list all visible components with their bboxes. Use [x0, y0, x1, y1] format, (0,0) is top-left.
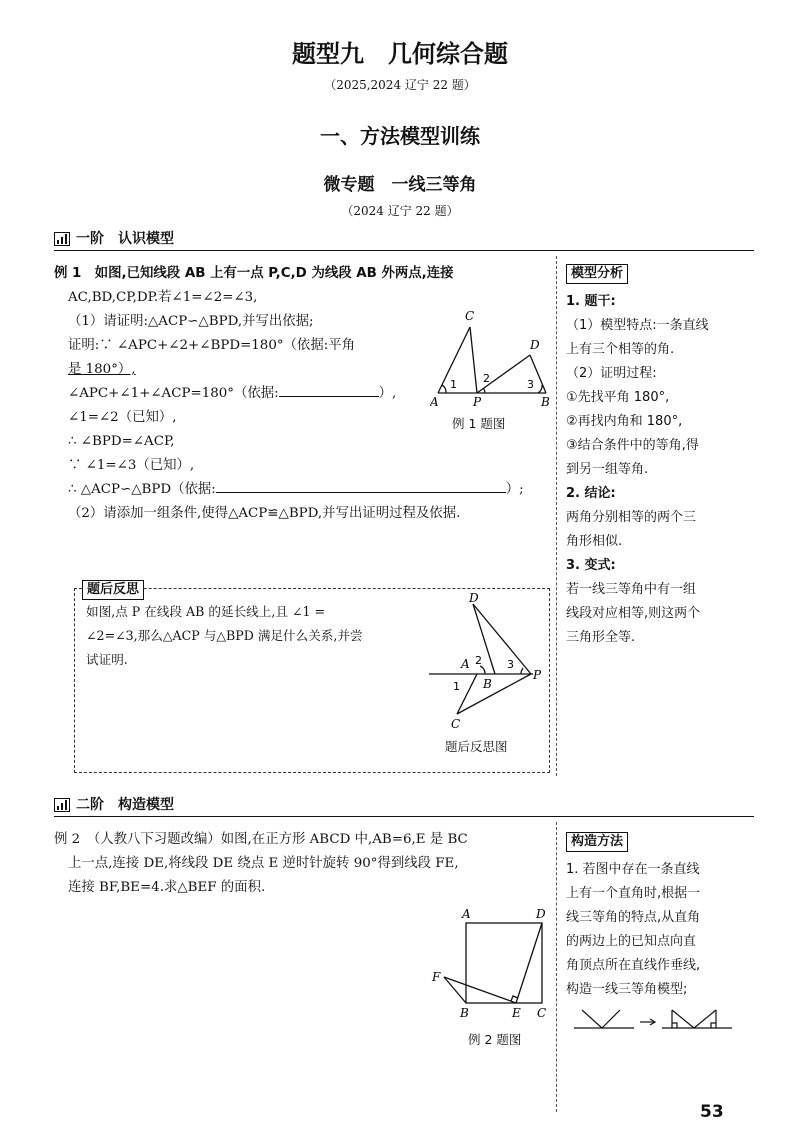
method-line-5: 角顶点所在直线作垂线, [566, 958, 701, 973]
label-B: B [483, 677, 492, 691]
reflection-line-3: 试证明. [86, 652, 128, 667]
analysis-line-8: 到另一组等角. [566, 462, 649, 477]
construct-method-tag-label: 构造方法 [566, 832, 628, 852]
right-arm-1 [672, 1010, 694, 1028]
micro-topic-source: （2024 辽宁 22 题） [341, 204, 459, 218]
reflection-line-1: 如图,点 P 在线段 AB 的延长线上,且 ∠1 = [86, 604, 326, 619]
label-angle-2: 2 [475, 654, 482, 667]
segment-DE [516, 923, 542, 1003]
analysis-line-6: ②再找内角和 180°, [566, 414, 683, 429]
label-D: D [536, 907, 546, 921]
label-angle-3: 3 [527, 378, 534, 391]
model-analysis-tag [566, 262, 628, 284]
analysis-line-9: 2. 结论: [566, 486, 616, 501]
stage2-header [54, 794, 754, 816]
label-C: C [465, 309, 475, 323]
square-ABCD [466, 923, 542, 1003]
ex1-line-6-end: ）, [378, 386, 397, 401]
reflection-figure [425, 592, 550, 737]
column-divider [556, 256, 557, 776]
stage1-label: 一阶 认识模型 [76, 231, 174, 247]
left-arm-2 [602, 1010, 620, 1028]
analysis-line-15: 三角形全等. [566, 630, 636, 645]
label-D: D [469, 592, 479, 605]
angle-3-arc [538, 385, 542, 393]
analysis-line-1: 1. 题干: [566, 294, 616, 309]
construct-diagram [572, 1004, 737, 1038]
reflection-line-2: ∠2=∠3,那么△ACP 与△BPD 满足什么关系,并尝 [86, 628, 363, 643]
ex1-line-10-text: ∴ △ACP∽△BPD（依据: [68, 482, 216, 497]
ex1-line-11: （2）请添加一组条件,使得△ACP≌△BPD,并写出证明过程及依据. [68, 506, 461, 521]
label-angle-2: 2 [483, 372, 490, 385]
bar-chart-icon [54, 798, 70, 812]
model-analysis [566, 290, 766, 650]
label-C: C [451, 717, 461, 731]
ex1-line-7: ∠1=∠2（已知）, [68, 410, 177, 425]
ex2-line-3: 连接 BF,BE=4.求△BEF 的面积. [68, 880, 266, 895]
label-P: P [533, 668, 542, 682]
section-title: 一、方法模型训练 [320, 124, 480, 148]
analysis-line-3: 上有三个相等的角. [566, 342, 675, 357]
analysis-line-4: （2）证明过程: [566, 366, 657, 381]
ex1-line-3: （1）请证明:△ACP∽△BPD,并写出依据; [68, 314, 314, 329]
ex1-line-8: ∴ ∠BPD=∠ACP, [68, 434, 175, 449]
label-A: A [462, 907, 471, 921]
analysis-line-13: 若一线三等角中有一组 [566, 582, 697, 597]
ex1-line-5-text: 是 180°）, [68, 362, 136, 377]
analysis-line-2: （1）模型特点:一条直线 [566, 318, 709, 333]
stage2-rule [54, 816, 754, 817]
page-title: 题型九 几何综合题 [292, 40, 508, 68]
label-B: B [541, 395, 550, 409]
ex1-line-1 [54, 262, 554, 286]
analysis-line-7: ③结合条件中的等角,得 [566, 438, 699, 453]
answer-blank-1[interactable] [279, 382, 379, 397]
label-angle-3: 3 [507, 658, 514, 671]
analysis-line-12: 3. 变式: [566, 558, 616, 573]
page-number: 53 [700, 1102, 724, 1122]
left-arm-1 [582, 1010, 602, 1028]
label-P: P [473, 395, 482, 409]
title-source: （2025,2024 辽宁 22 题） [324, 78, 476, 92]
right-angle-mark-right [711, 1023, 716, 1028]
right-arm-2 [694, 1010, 716, 1028]
ex2-line-2: 上一点,连接 DE,将线段 DE 绕点 E 逆时针旋转 90°得到线段 FE, [68, 856, 459, 871]
label-C: C [537, 1006, 547, 1020]
label-A: A [430, 395, 439, 409]
method-line-4: 的两边上的已知点向直 [566, 934, 697, 949]
answer-blank-2[interactable] [216, 478, 506, 493]
label-A: A [461, 657, 470, 671]
construct-method [566, 858, 766, 1002]
segment-CP [470, 327, 477, 393]
segment-CP [457, 674, 531, 714]
ex1-line-9: ∵ ∠1=∠3（已知）, [68, 458, 195, 473]
ex1-line-6-text: ∠APC+∠1+∠ACP=180°（依据: [68, 386, 279, 401]
label-D: D [530, 338, 540, 352]
example1-caption: 例 1 题图 [452, 416, 506, 431]
label-E: E [512, 1006, 521, 1020]
reflection-tag-label: 题后反思 [82, 580, 144, 600]
reflection-caption: 题后反思图 [445, 739, 508, 754]
method-line-2: 上有一个直角时,根据一 [566, 886, 701, 901]
analysis-line-14: 线段对应相等,则这两个 [566, 606, 701, 621]
example2-figure [428, 905, 553, 1027]
label-angle-1: 1 [450, 378, 457, 391]
right-angle-mark-left [672, 1023, 677, 1028]
method-line-3: 线三等角的特点,从直角 [566, 910, 701, 925]
model-analysis-tag-label: 模型分析 [566, 264, 628, 284]
bar-chart-icon [54, 232, 70, 246]
analysis-line-10: 两角分别相等的两个三 [566, 510, 697, 525]
micro-topic-title: 微专题 一线三等角 [323, 175, 477, 195]
column-divider-2 [556, 822, 557, 1112]
angle-3-arc [521, 668, 523, 674]
stage1-header [54, 228, 754, 250]
ex1-line-4: 证明:∵ ∠APC+∠2+∠BPD=180°（依据:平角 [68, 338, 356, 353]
method-line-1: 1. 若图中存在一条直线 [566, 862, 700, 877]
ex1-line-2: AC,BD,CP,DP.若∠1=∠2=∠3, [68, 290, 258, 305]
analysis-line-5: ①先找平角 180°, [566, 390, 670, 405]
label-B: B [460, 1006, 469, 1020]
ex2-line-1: 例 2 （人教八下习题改编）如图,在正方形 ABCD 中,AB=6,E 是 BC [54, 832, 468, 847]
example2-caption: 例 2 题图 [468, 1032, 522, 1047]
reflection-text [86, 600, 416, 672]
ex1-line-10 [54, 478, 554, 502]
method-line-6: 构造一线三等角模型; [566, 982, 688, 997]
ex1-line-10-end: ）; [505, 482, 524, 497]
reflection-tag [82, 578, 144, 600]
example2 [54, 828, 554, 900]
label-angle-1: 1 [453, 680, 460, 693]
angle-2-arc [483, 388, 485, 393]
stage2-label: 二阶 构造模型 [76, 797, 174, 813]
label-F: F [432, 970, 441, 984]
ex1-line-1-text: 例 1 如图,已知线段 AB 上有一点 P,C,D 为线段 AB 外两点,连接 [54, 266, 454, 281]
angle-2-arc [480, 666, 485, 674]
analysis-line-11: 角形相似. [566, 534, 623, 549]
construct-method-tag [566, 830, 628, 852]
angle-1-arc [442, 385, 446, 393]
stage1-rule [54, 250, 754, 251]
